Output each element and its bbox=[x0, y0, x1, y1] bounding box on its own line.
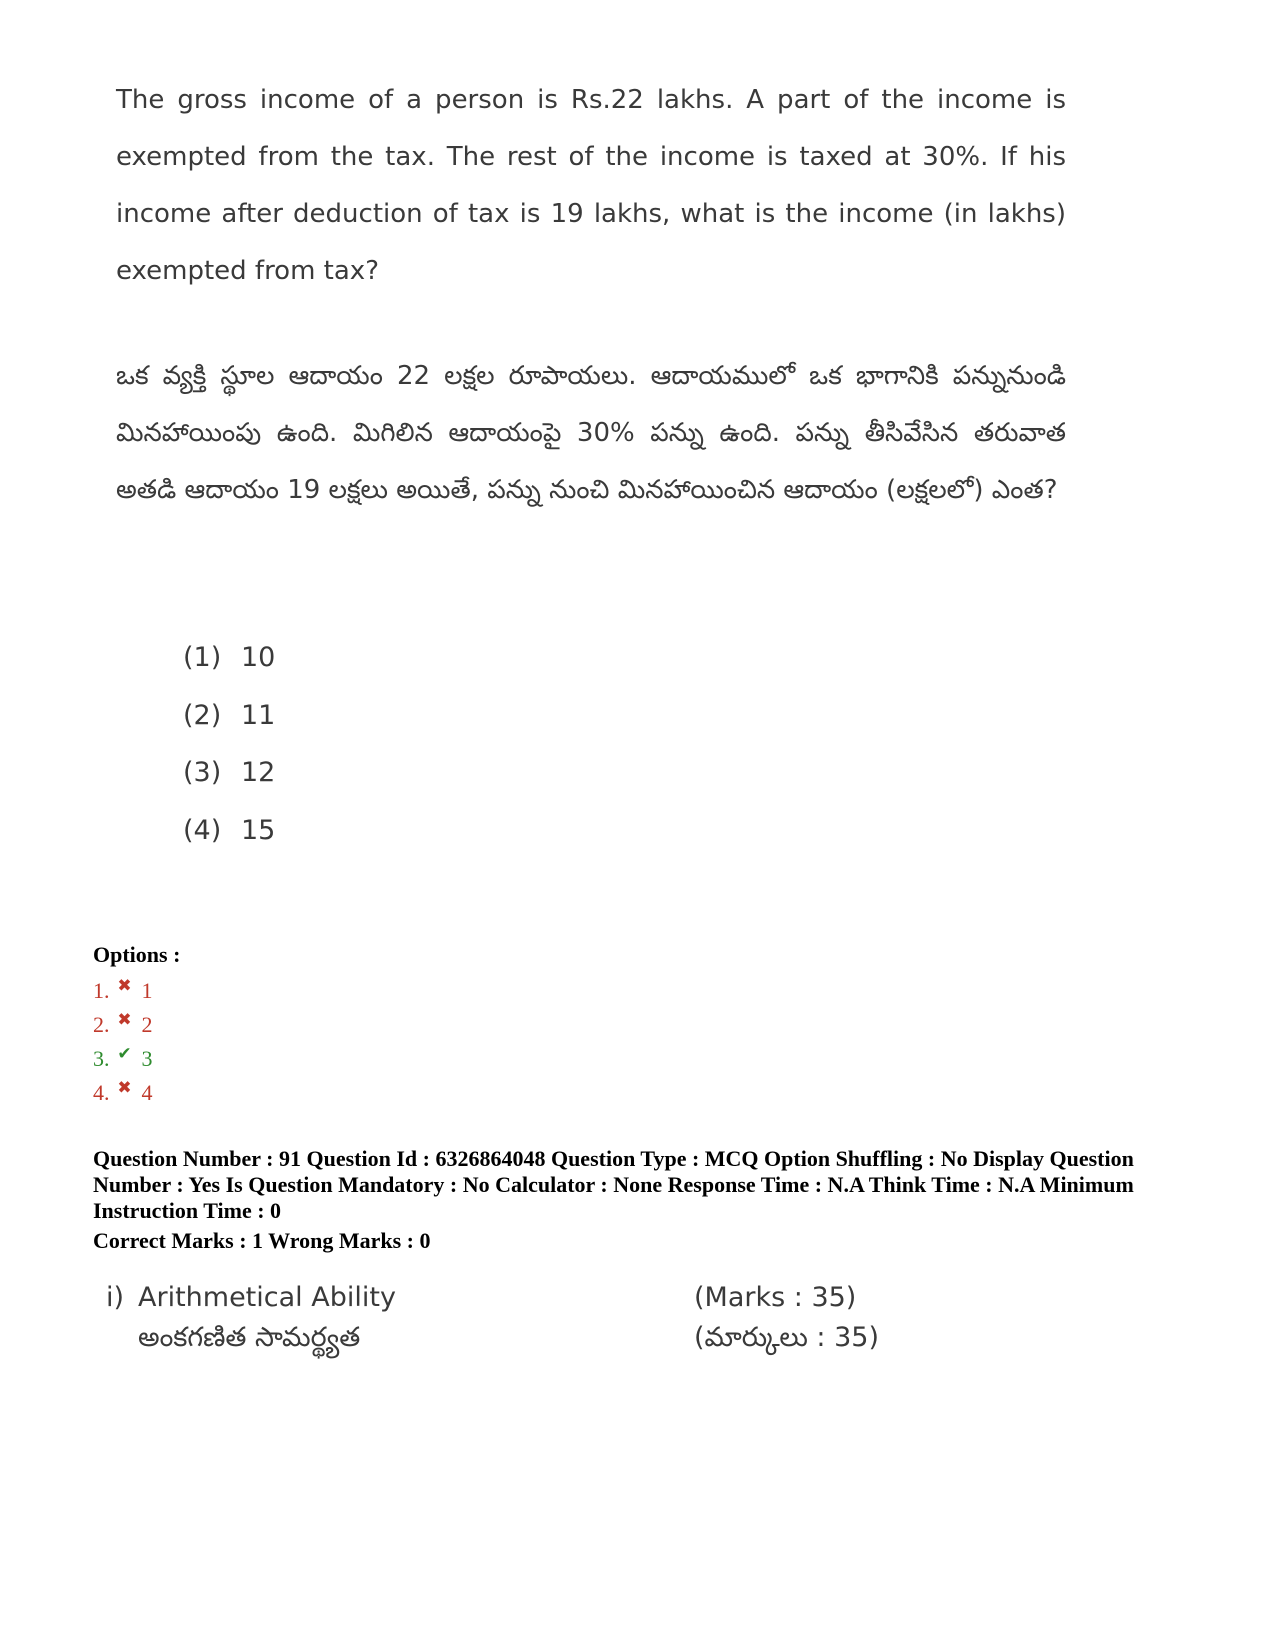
choice-item bbox=[183, 757, 275, 815]
option-index: 3. bbox=[93, 1046, 110, 1071]
option-index: 1. bbox=[93, 978, 110, 1003]
section-marks-english: (Marks : 35) bbox=[694, 1282, 857, 1313]
option-item bbox=[93, 974, 153, 1008]
cross-icon: ✖ bbox=[117, 1078, 132, 1097]
choice-value: 12 bbox=[241, 757, 276, 788]
question-text-english: The gross income of a person is Rs.22 lakhs. A part of the income is exempted from the tax. The rest of the income is taxed at 30%. If his income after deduction of tax is 19 lakhs, what is the income (in lakhs) exempted from tax? bbox=[116, 85, 1066, 286]
answer-choices bbox=[183, 642, 275, 872]
choice-item bbox=[183, 642, 275, 700]
cross-icon: ✖ bbox=[117, 1010, 132, 1029]
choice-number: (1) bbox=[183, 642, 222, 673]
option-item bbox=[93, 1008, 153, 1042]
question-text-telugu: ఒక వ్యక్తి స్థూల ఆదాయం 22 లక్షల రూపాయలు. ఆదాయములో ఒక భాగానికి పన్నునుండి మినహాయింపు ఉంది. మిగిలిన ఆదాయంపై 30% పన్ను ఉంది. పన్ను తీసివేసిన తరువాత అతడి ఆదాయం 19 లక్షలు అయితే, పన్ను నుంచి మినహాయించిన ఆదాయం (లక్షలలో) ఎంత? bbox=[116, 361, 1066, 505]
choice-number: (3) bbox=[183, 757, 222, 788]
choice-item bbox=[183, 700, 275, 758]
option-index: 4. bbox=[93, 1080, 110, 1105]
marks-info: Correct Marks : 1 Wrong Marks : 0 bbox=[93, 1228, 431, 1253]
section-title-english: Arithmetical Ability bbox=[138, 1282, 396, 1313]
choice-value: 11 bbox=[241, 699, 276, 731]
choice-value: 15 bbox=[241, 814, 276, 846]
section-row-telugu bbox=[106, 1322, 926, 1362]
choice-number: (2) bbox=[183, 699, 222, 731]
section-marks-telugu: (మార్కులు : 35) bbox=[694, 1322, 879, 1353]
options-list bbox=[93, 974, 153, 1110]
option-value: 2 bbox=[141, 1012, 153, 1037]
option-index: 2. bbox=[93, 1012, 110, 1037]
question-block bbox=[116, 72, 1066, 519]
question-metadata: Question Number : 91 Question Id : 6326864048 Question Type : MCQ Option Shuffling : No Display Question Number : Yes Is Question Mandatory : No Calculator : None Response Time : N.A Think Time : N.A Minimum Instruction Time : 0 bbox=[93, 1146, 1134, 1223]
check-icon: ✔ bbox=[117, 1044, 132, 1063]
options-heading: Options : bbox=[93, 942, 181, 967]
choice-number: (4) bbox=[183, 814, 222, 846]
section-row-english bbox=[106, 1282, 926, 1322]
cross-icon: ✖ bbox=[117, 976, 132, 995]
option-item bbox=[93, 1042, 153, 1076]
section-header bbox=[106, 1282, 926, 1362]
option-value: 3 bbox=[141, 1046, 153, 1071]
choice-item bbox=[183, 815, 275, 873]
choice-value: 10 bbox=[241, 642, 276, 673]
option-value: 1 bbox=[141, 978, 153, 1003]
section-title-telugu: అంకగణిత సామర్థ్యత bbox=[138, 1322, 361, 1353]
option-item bbox=[93, 1076, 153, 1110]
section-index: i) bbox=[106, 1282, 125, 1313]
option-value: 4 bbox=[141, 1080, 153, 1105]
